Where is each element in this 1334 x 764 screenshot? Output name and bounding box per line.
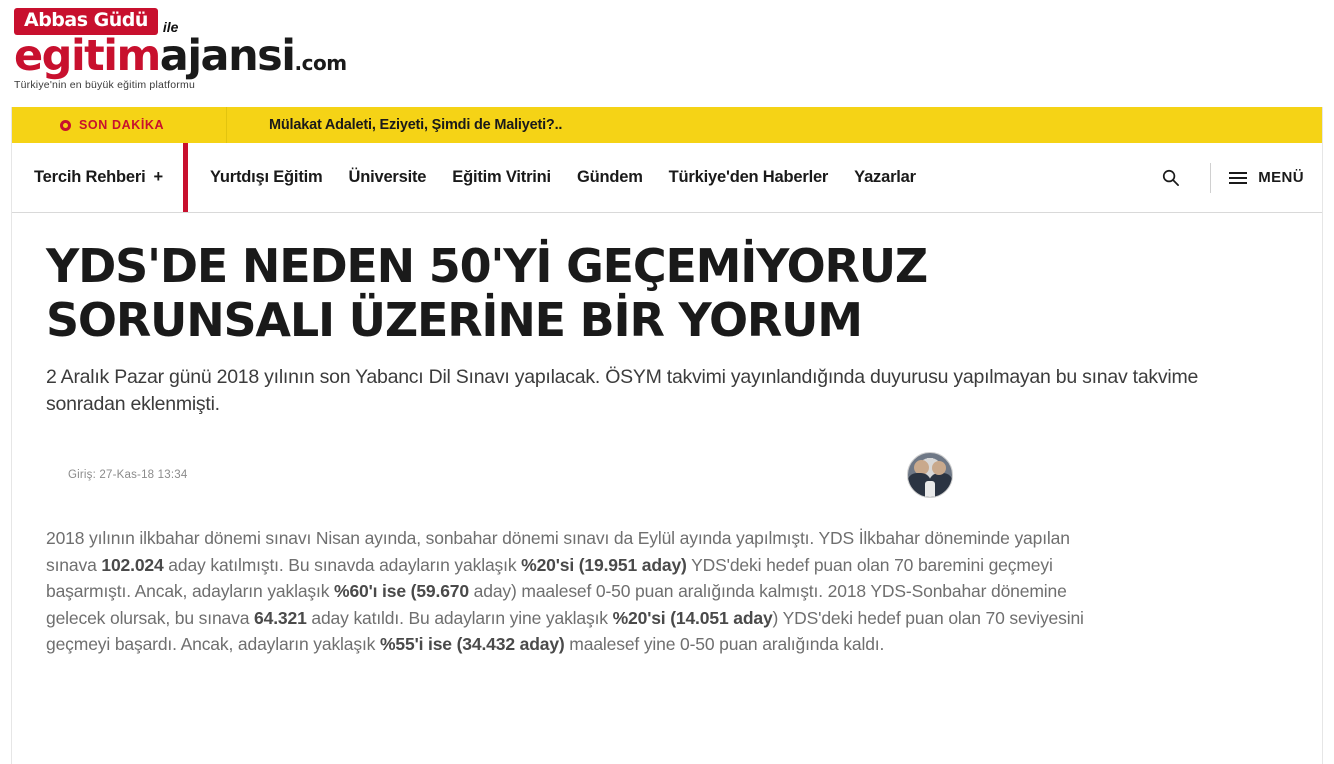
logo-ile-text: ile	[162, 18, 179, 35]
page-gutter-right	[1322, 107, 1334, 764]
article-meta-row	[46, 447, 1288, 503]
menu-button-label: MENÜ	[1258, 169, 1304, 186]
article-publish-date: Giriş: 27-Kas-18 13:34	[68, 468, 188, 481]
logo-primary-text: egitim	[14, 30, 160, 81]
nav-item-tercih-rehberi-label: Tercih Rehberi	[34, 168, 146, 186]
breaking-news-headline[interactable]: Mülakat Adaleti, Eziyeti, Şimdi de Maliyeti?..	[269, 117, 563, 133]
article-body-emphasis: %55'i ise (34.432 aday)	[380, 634, 565, 655]
nav-item-list	[188, 168, 1148, 187]
logo-tld-text: .com	[294, 50, 347, 75]
article-body-text: YDS'deki hedef puan olan 70 baremini geçmeyi başarmıştı. Ancak, adayların yaklaşık	[46, 554, 1053, 602]
plus-icon: +	[153, 168, 163, 186]
nav-item-universite[interactable]: Üniversite	[348, 168, 427, 186]
article-body-emphasis: 102.024	[101, 554, 164, 575]
site-masthead	[0, 0, 385, 107]
hamburger-icon	[1229, 169, 1247, 187]
article-body-text: aday katıldı. Bu adayların yine yaklaşık	[306, 607, 613, 628]
nav-item-yazarlar[interactable]: Yazarlar	[854, 168, 916, 186]
article-summary: 2 Aralık Pazar günü 2018 yılının son Yabancı Dil Sınavı yapılacak. ÖSYM takvimi yayınlandığında duyurusu yapılmayan bu sınav takvime sonradan eklenmişti.	[46, 365, 1199, 416]
nav-item-tercih-rehberi[interactable]	[12, 143, 188, 212]
article-body-emphasis: %60'ı ise (59.670	[334, 581, 469, 602]
article-body	[46, 525, 1116, 658]
main-navigation	[12, 143, 1322, 213]
site-tagline: Türkiye'nin en büyük eğitim platformu	[14, 78, 195, 91]
article-body-emphasis: 64.321	[254, 607, 307, 628]
article-container	[12, 213, 1322, 658]
nav-item-gundem[interactable]: Gündem	[576, 168, 643, 186]
article-body-text: aday) maalesef 0-50 puan aralığında kalmıştı. 2018 YDS-Sonbahar dönemine gelecek olursak, bu sınava	[46, 581, 1067, 628]
article-body-text: 2018 yılının ilkbahar dönemi sınavı Nisan ayında, sonbahar dönemi sınavı da Eylül ayında yapılmıştı. YDS İlkbahar döneminde yapılan sınava	[46, 527, 1070, 575]
page-title: YDS'DE NEDEN 50'Yİ GEÇEMİYORUZ SORUNSALI ÜZERİNE BİR YORUM	[46, 239, 928, 348]
breaking-news-bar	[12, 107, 1322, 143]
nav-item-egitim-vitrini[interactable]: Eğitim Vitrini	[452, 168, 551, 186]
menu-button[interactable]	[1229, 169, 1304, 187]
breaking-news-label	[12, 107, 227, 143]
page-gutter-left	[0, 107, 12, 764]
breaking-news-label-text: SON DAKİKA	[79, 118, 165, 132]
nav-right-controls	[1148, 163, 1322, 193]
live-dot-icon	[60, 120, 71, 131]
avatar	[907, 452, 953, 498]
article-body-text: ) YDS'deki hedef puan olan 70 seviyesini geçmeyi başardı. Ancak, adayların yaklaşık	[46, 607, 1084, 655]
logo-author-badge: Abbas Güdü	[14, 8, 158, 35]
article-body-text: aday katılmıştı. Bu sınavda adayların yaklaşık	[163, 554, 522, 575]
search-icon[interactable]	[1148, 168, 1192, 187]
article-body-emphasis: %20'si (19.951 aday)	[521, 554, 687, 575]
nav-item-yurtdisi-egitim[interactable]: Yurtdışı Eğitim	[209, 168, 323, 186]
article-body-emphasis: %20'si (14.051 aday	[612, 607, 773, 628]
site-logo[interactable]	[14, 30, 385, 81]
nav-item-turkiyeden-haberler[interactable]: Türkiye'den Haberler	[668, 168, 829, 186]
logo-secondary-text: ajansi	[159, 30, 295, 81]
nav-divider	[1210, 163, 1211, 193]
article-body-text: maalesef yine 0-50 puan aralığında kaldı.	[564, 634, 885, 655]
